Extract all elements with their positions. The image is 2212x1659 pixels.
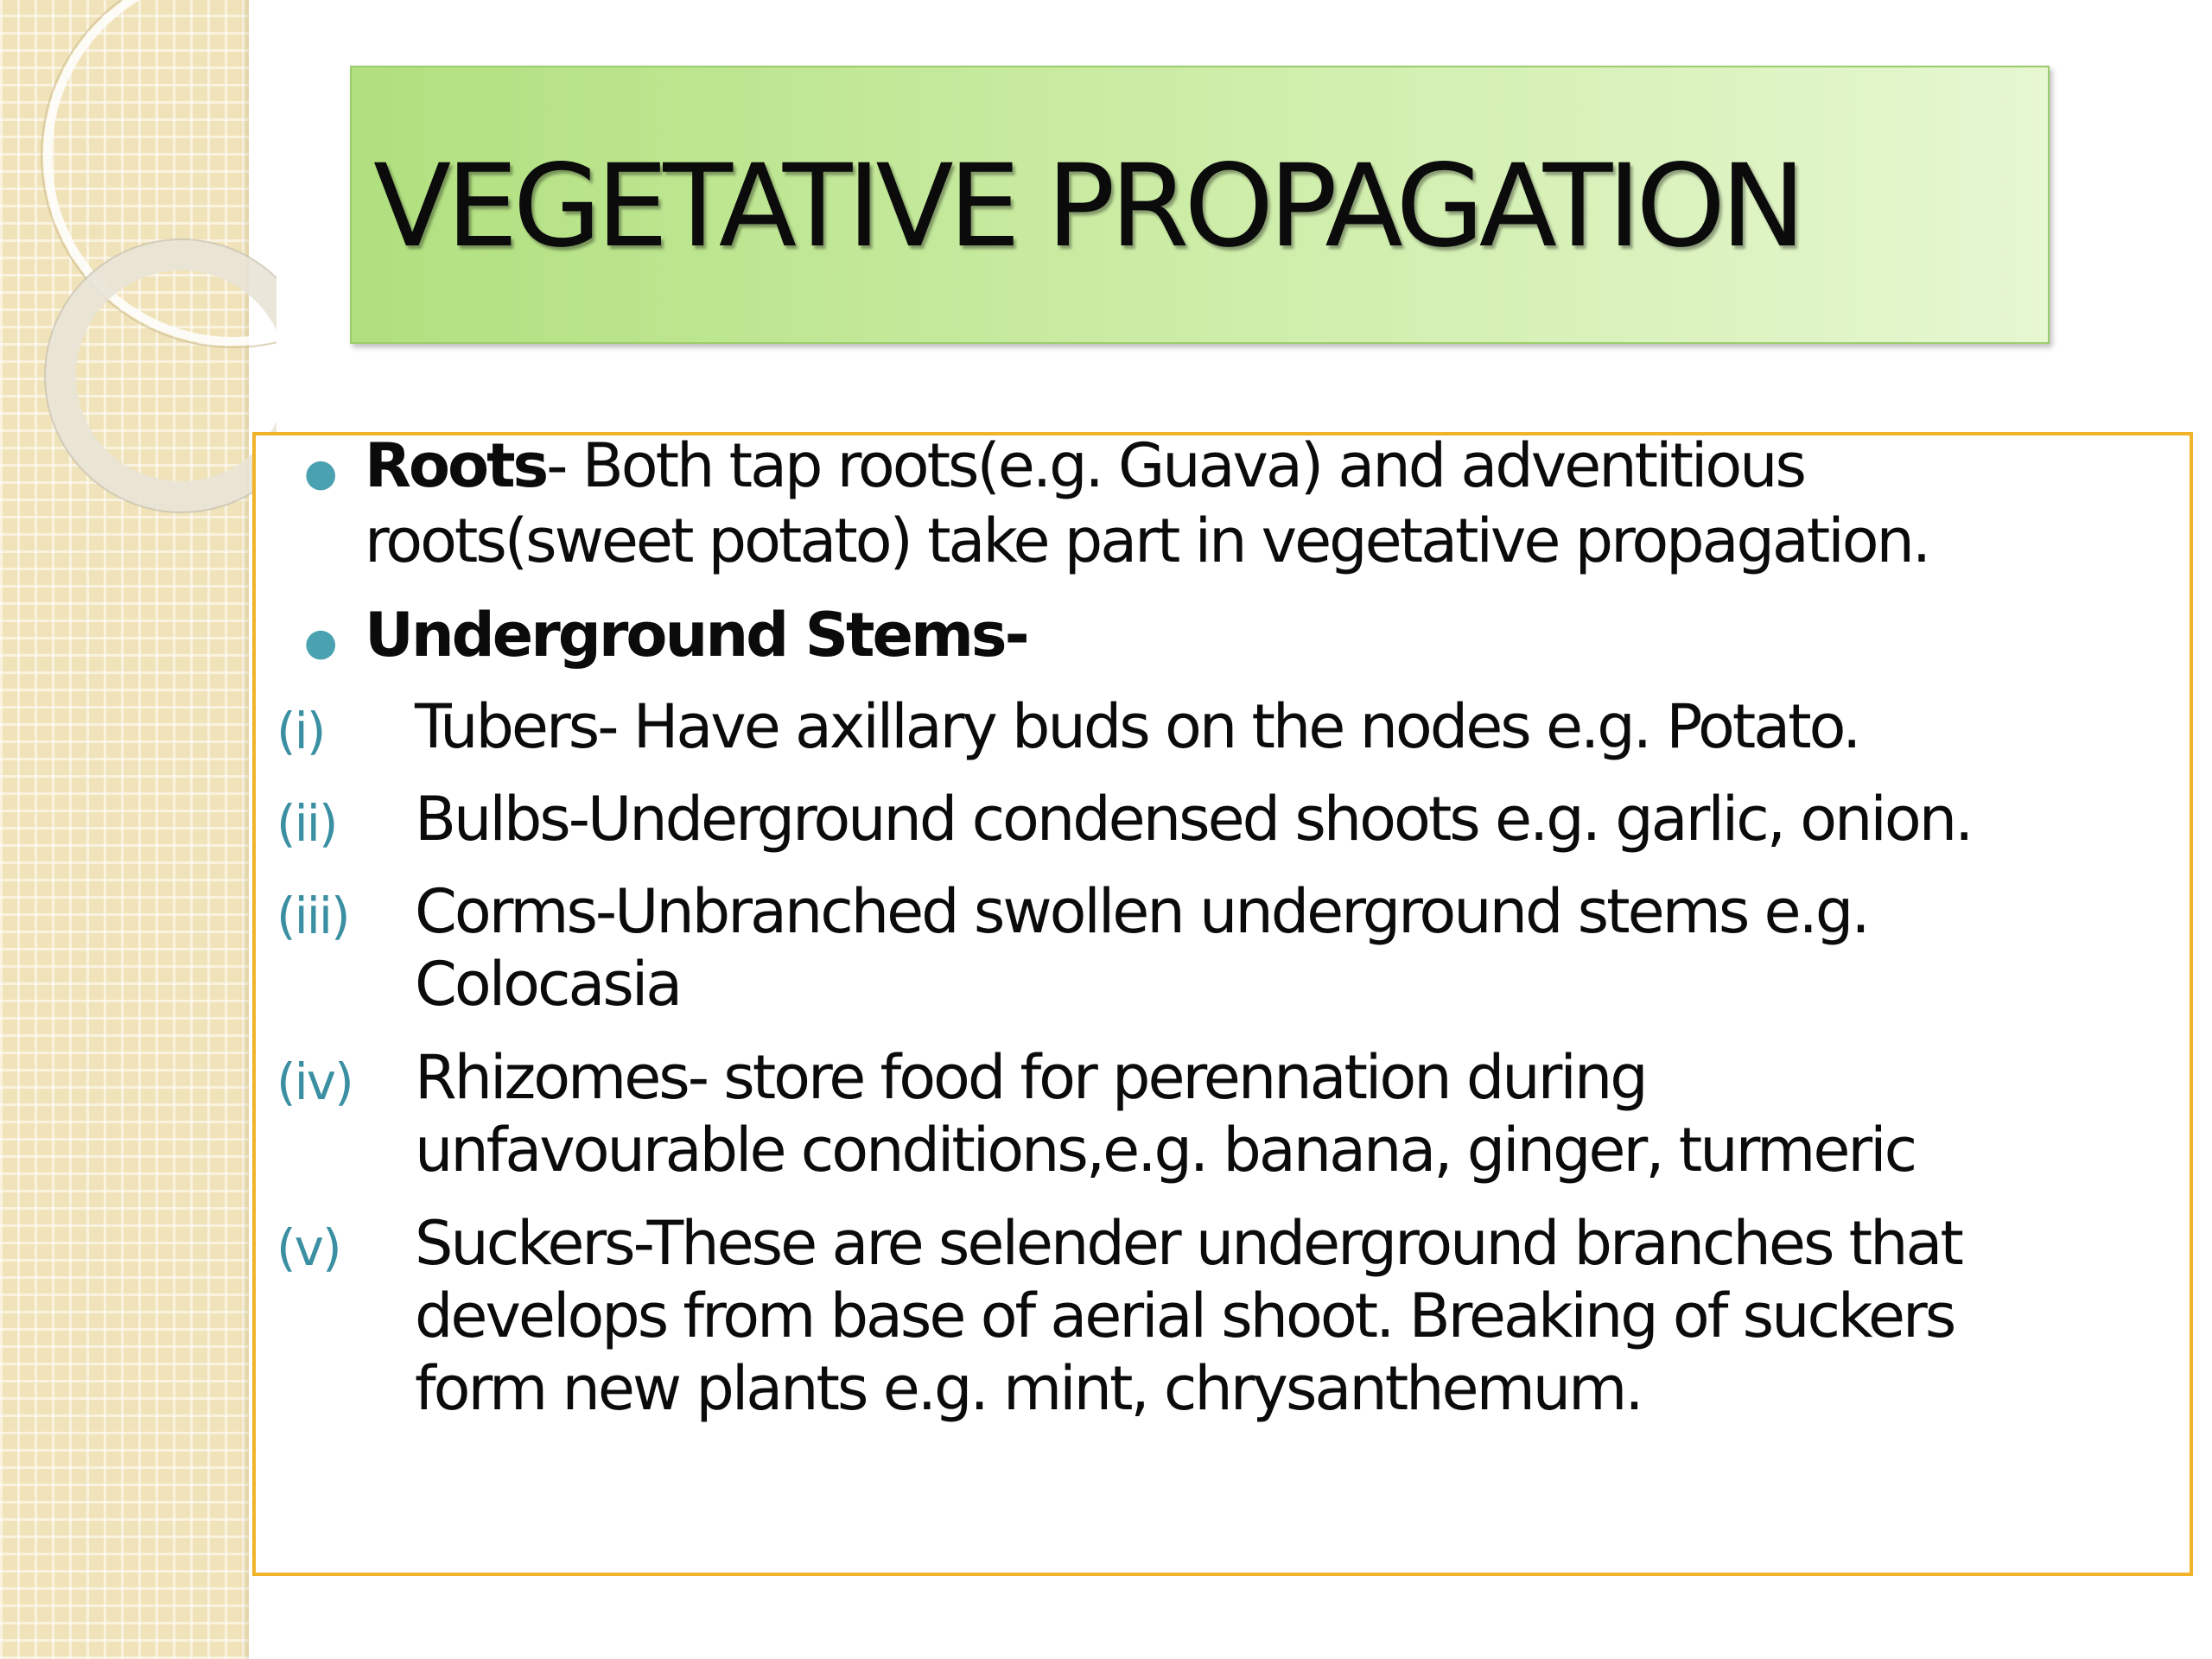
slide-title: VEGETATIVE PROPAGATION <box>373 140 1801 273</box>
item-suckers-line-1: Suckers-These are selender underground branches that <box>415 1208 1961 1279</box>
numeral-iv: (iv) <box>276 1052 353 1111</box>
numeral-iii: (iii) <box>276 887 349 945</box>
numeral-i: (i) <box>276 702 325 760</box>
decorative-rings <box>0 0 276 553</box>
item-suckers-line-2: develops from base of aerial shoot. Breaking of suckers <box>415 1281 1955 1351</box>
numeral-ii: (ii) <box>276 794 337 853</box>
bullet-roots-line-1 <box>365 430 1804 501</box>
bullet-underground-stems: Underground Stems- <box>365 600 1027 671</box>
item-rhizomes-line-1: Rhizomes- store food for perennation during <box>415 1042 1646 1113</box>
item-rhizomes-line-2: unfavourable conditions,e.g. banana, ginger, turmeric <box>415 1115 1916 1185</box>
bullet-roots-text: - Both tap roots(e.g. Guava) and adventitious <box>546 430 1805 501</box>
item-corms-line-1: Corms-Unbranched swollen underground stems e.g. <box>415 876 1868 947</box>
item-corms-line-2: Colocasia <box>415 949 681 1020</box>
bullet-roots-line-2: roots(sweet potato) take part in vegetative propagation. <box>365 505 1929 576</box>
bullet-dot: ● <box>304 451 338 495</box>
title-banner <box>350 66 2050 344</box>
item-bulbs: Bulbs-Underground condensed shoots e.g. garlic, onion. <box>415 784 1972 855</box>
item-tubers: Tubers- Have axillary buds on the nodes e.g. Potato. <box>415 691 1859 762</box>
bullet-roots-term: Roots <box>365 430 547 501</box>
item-suckers-line-3: form new plants e.g. mint, chrysanthemum. <box>415 1353 1642 1424</box>
bullet-dot: ● <box>304 620 338 664</box>
numeral-v: (v) <box>276 1218 340 1277</box>
